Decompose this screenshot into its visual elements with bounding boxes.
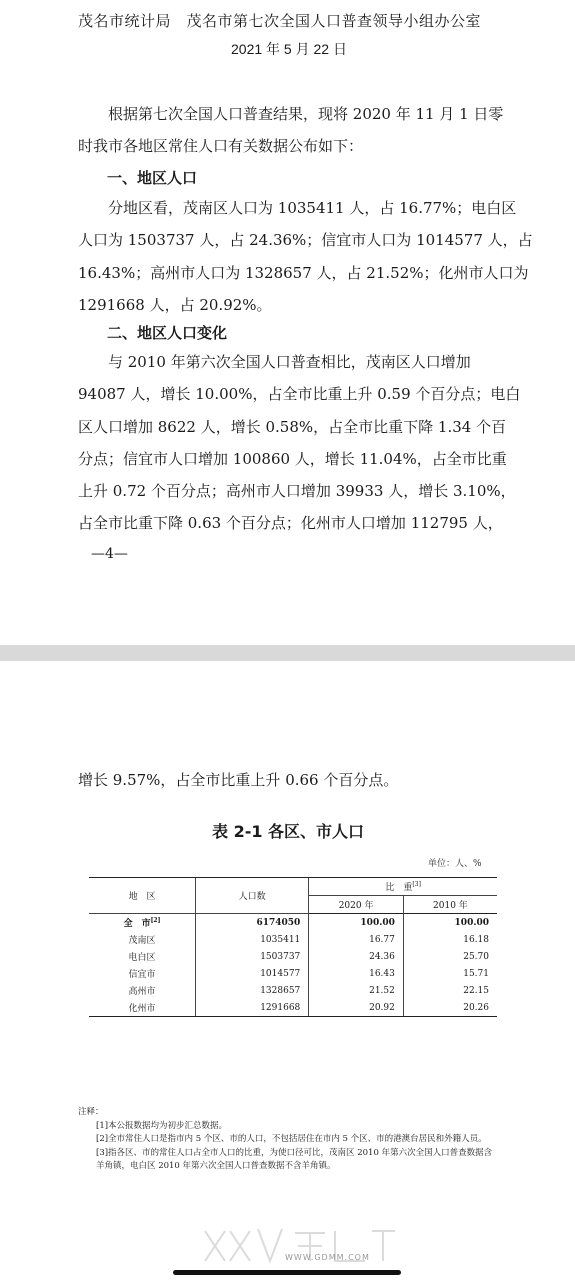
share-2020-cell: 100.00	[309, 914, 404, 932]
text-line: 上升 0.72 个百分点；高州市人口增加 39933 人，增长 3.10%，	[78, 482, 516, 501]
population-cell: 1503737	[196, 948, 309, 965]
section2-paragraph	[78, 346, 521, 540]
section-heading: 一、地区人口	[107, 169, 198, 187]
text-line: 1291668 人，占 20.92%。	[78, 295, 272, 314]
text-line: 分点；信宜市人口增加 100860 人，增长 11.04%，占全市比重	[78, 449, 507, 468]
table-row	[89, 914, 497, 932]
header-2020: 2020 年	[309, 896, 404, 914]
share-2010-cell: 15.71	[403, 965, 497, 982]
table-row	[89, 948, 497, 965]
footnote-2: [2]全市常住人口是指市内 5 个区、市的人口，不包括居住在市内 5 个区、市的港澳台居民和外籍人员。	[96, 1134, 487, 1144]
share-2020-cell: 16.77	[309, 931, 404, 948]
header-region: 地 区	[89, 878, 196, 914]
issue-date: 2021 年 5 月 22 日	[231, 41, 347, 57]
population-cell: 1035411	[196, 931, 309, 948]
header-2010: 2010 年	[403, 896, 497, 914]
footnote-3: [3]指各区、市的常住人口占全市人口的比重，为使口径可比，茂南区 2010 年第六次全国人口普查数据含羊角镇，电白区 2010 年第六次全国人口普查数据不含羊角镇。	[96, 1147, 493, 1171]
issuing-organizations: 茂名市统计局 茂名市第七次全国人口普查领导小组办公室	[78, 12, 482, 30]
share-2020-cell: 21.52	[309, 982, 404, 999]
share-2020-cell: 16.43	[309, 965, 404, 982]
table-title: 表 2-1 各区、市人口	[212, 822, 365, 841]
header-population: 人口数	[196, 878, 309, 914]
population-cell: 6174050	[196, 914, 309, 932]
text-line: 与 2010 年第六次全国人口普查相比，茂南区人口增加	[78, 353, 471, 371]
share-2020-cell: 24.36	[309, 948, 404, 965]
text-line: 时我市各地区常住人口有关数据公布如下：	[78, 137, 364, 156]
text-line: 人口为 1503737 人，占 24.36%；信宜市人口为 1014577 人，占	[78, 231, 533, 250]
table-row	[89, 965, 497, 982]
section-heading: 二、地区人口变化	[107, 324, 228, 342]
table-row	[89, 999, 497, 1017]
footnote-ref: [3]	[412, 881, 421, 888]
text-line: 占全市比重下降 0.63 个百分点；化州市人口增加 112795 人，	[78, 514, 503, 533]
site-watermark-logo	[200, 1221, 400, 1271]
header-share	[309, 878, 497, 896]
region-cell: 高州市	[128, 987, 156, 997]
page-separator	[0, 645, 575, 661]
table-unit: 单位：人、%	[428, 859, 482, 869]
table-row	[89, 931, 497, 948]
region-cell	[89, 914, 196, 932]
text-line: 区人口增加 8622 人，增长 0.58%，占全市比重下降 1.34 个百	[78, 417, 507, 436]
region-name: 全 市	[123, 919, 151, 929]
share-2010-cell: 20.26	[403, 999, 497, 1017]
share-2020-cell: 20.92	[309, 999, 404, 1017]
header-share-label: 比 重	[385, 883, 413, 893]
region-cell: 电白区	[128, 953, 156, 963]
footnotes-title: 注释：	[78, 1107, 104, 1117]
share-2010-cell: 25.70	[403, 948, 497, 965]
home-indicator[interactable]	[173, 1270, 401, 1275]
population-cell: 1328657	[196, 982, 309, 999]
share-2010-cell: 22.15	[403, 982, 497, 999]
footnotes	[78, 1106, 498, 1174]
continued-text: 增长 9.57%，占全市比重上升 0.66 个百分点。	[78, 771, 399, 789]
watermark-url: WWW.GDMM.COM	[285, 1253, 370, 1262]
page-number: —4—	[91, 546, 128, 562]
section1-paragraph	[78, 192, 533, 321]
population-cell: 1291668	[196, 999, 309, 1017]
text-line: 分地区看，茂南区人口为 1035411 人，占 16.77%；电白区	[78, 199, 517, 217]
population-table	[89, 877, 497, 1017]
text-line: 94087 人，增长 10.00%，占全市比重上升 0.59 个百分点；电白	[78, 385, 521, 404]
intro-paragraph	[78, 98, 508, 163]
table-row	[89, 982, 497, 999]
share-2010-cell: 100.00	[403, 914, 497, 932]
text-line: 16.43%；高州市人口为 1328657 人，占 21.52%；化州市人口为	[78, 263, 529, 282]
region-cell: 信宜市	[128, 970, 156, 980]
share-2010-cell: 16.18	[403, 931, 497, 948]
population-cell: 1014577	[196, 965, 309, 982]
document-page-2	[0, 661, 575, 1280]
text-line: 根据第七次全国人口普查结果，现将 2020 年 11 月 1 日零	[78, 105, 504, 123]
region-cell: 茂南区	[128, 936, 156, 946]
footnote-ref: [2]	[150, 917, 161, 924]
region-cell: 化州市	[89, 999, 196, 1017]
footnote-1: [1]本公报数据均为初步汇总数据。	[96, 1120, 228, 1131]
